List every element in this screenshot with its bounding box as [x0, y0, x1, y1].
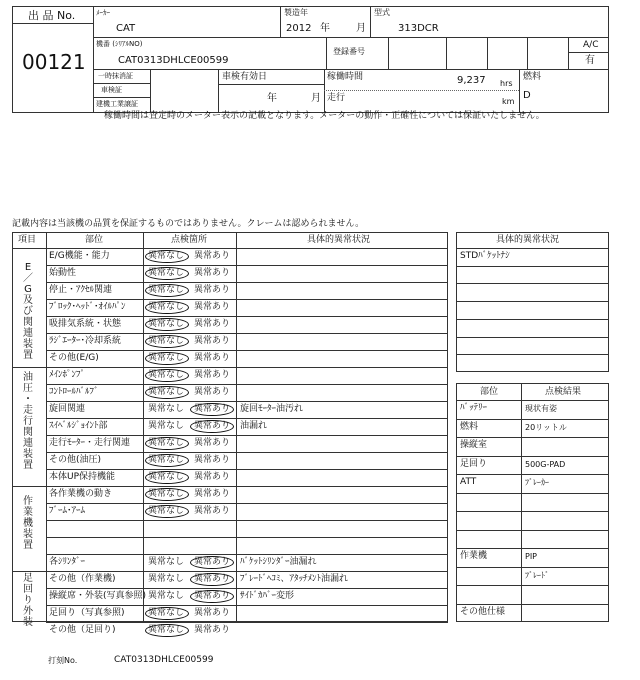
option-normal: 異常なし — [148, 353, 185, 363]
results-col-result: 点検結果 — [545, 387, 582, 397]
option-abnormal: 異常あり — [194, 387, 231, 397]
inspection-label: 車検有効日 — [222, 72, 268, 82]
right-detail-entry: STDﾊﾞｹｯﾄﾅｼ — [460, 251, 510, 261]
option-normal: 異常なし — [148, 404, 185, 414]
selection-circle — [145, 250, 189, 263]
year-unit: 年 — [320, 23, 330, 34]
result-value: PIP — [525, 552, 538, 561]
option-normal: 異常なし — [148, 268, 185, 278]
option-abnormal: 異常あり — [194, 285, 231, 295]
model-label: 型式 — [374, 8, 390, 17]
row-part-label: ｽｲﾍﾞﾙｼﾞｮｲﾝﾄ部 — [49, 421, 108, 431]
selection-circle — [145, 369, 189, 382]
group-char: E — [24, 262, 32, 273]
selection-circle — [145, 607, 189, 620]
hours-value: 9,237 — [457, 75, 486, 86]
option-normal: 異常なし — [148, 438, 185, 448]
month-unit: 月 — [356, 23, 366, 34]
row-part-label: E/G機能・能力 — [49, 251, 110, 261]
row-detail-text: 旋回ﾓｰﾀｰ油汚れ — [240, 404, 304, 414]
group-char: 装 — [23, 617, 33, 628]
selection-circle — [145, 318, 189, 331]
selection-circle — [145, 437, 189, 450]
option-abnormal: 異常あり — [194, 404, 231, 414]
result-value: 20リットル — [525, 422, 567, 432]
option-normal: 異常なし — [148, 574, 185, 584]
result-value: 500G-PAD — [525, 459, 566, 469]
row-part-label: 本体UP保持機能 — [49, 472, 116, 482]
stamp-no-label: 打刻No. — [48, 656, 78, 665]
selection-circle — [145, 386, 189, 399]
maker-value: CAT — [116, 23, 136, 34]
selection-circle — [190, 590, 234, 603]
year-label: 製造年 — [284, 8, 308, 17]
selection-circle — [145, 488, 189, 501]
row-part-label: 足回り（写真参照) — [49, 608, 125, 618]
hours-unit: hrs — [500, 79, 513, 88]
row-part-label: 始動性 — [49, 268, 77, 278]
cert-temp-label: 一時抹消証 — [98, 72, 133, 80]
option-normal: 異常なし — [148, 455, 185, 465]
cert-vehicle-label: 車検証 — [101, 86, 122, 94]
row-detail-text: ｻｲﾄﾞｶﾊﾞｰ変形 — [240, 591, 295, 601]
group-char: 行 — [23, 416, 33, 427]
group-hydraulic-label — [23, 372, 33, 471]
result-part-label: 作業機 — [460, 551, 488, 561]
serial-value: CAT0313DHLCE00599 — [118, 55, 229, 66]
group-char: 装 — [23, 529, 33, 540]
group-char: 作 — [23, 496, 33, 507]
group-char: り — [23, 595, 33, 606]
group-char: 業 — [23, 507, 33, 518]
group-char: 走 — [23, 405, 33, 416]
insp-year-unit: 年 — [267, 93, 277, 104]
row-part-label: ﾗｼﾞｴｰﾀｰ･冷却系統 — [49, 336, 122, 346]
fuel-label: 燃料 — [523, 72, 542, 82]
option-normal: 異常なし — [148, 506, 185, 516]
selection-circle — [190, 403, 234, 416]
option-abnormal: 異常あり — [194, 370, 231, 380]
option-abnormal: 異常あり — [194, 438, 231, 448]
option-normal: 異常なし — [148, 608, 185, 618]
row-part-label: 各ｼﾘﾝﾀﾞｰ — [49, 557, 86, 567]
result-value: ﾌﾞﾚｰﾄﾞ — [525, 570, 549, 580]
distance-unit: km — [502, 97, 515, 106]
option-abnormal: 異常あり — [194, 489, 231, 499]
option-abnormal: 異常あり — [194, 557, 231, 567]
option-normal: 異常なし — [148, 489, 185, 499]
option-abnormal: 異常あり — [194, 506, 231, 516]
group-char: 圧 — [23, 383, 33, 394]
hours-note: 稼働時間は査定時のメーター表示の記載となります。メーターの動作・正確性については保証いたしません。 — [104, 111, 545, 121]
selection-circle — [145, 352, 189, 365]
row-part-label: ﾌﾞﾛｯｸ･ﾍｯﾄﾞ･ｵｲﾙﾊﾟﾝ — [49, 302, 126, 312]
row-part-label: 吸排気系統・状態 — [49, 319, 122, 329]
model-value: 313DCR — [398, 23, 439, 34]
option-normal: 異常なし — [148, 336, 185, 346]
option-abnormal: 異常あり — [194, 591, 231, 601]
col-part-header: 部位 — [85, 235, 104, 245]
option-normal: 異常なし — [148, 472, 185, 482]
registration-label: 登録番号 — [333, 47, 365, 56]
row-part-label: ﾌﾞｰﾑ･ｱｰﾑ — [49, 506, 86, 516]
selection-circle — [145, 624, 189, 637]
selection-circle — [145, 454, 189, 467]
group-char: 機 — [23, 518, 33, 529]
option-normal: 異常なし — [148, 387, 185, 397]
ac-value: 有 — [585, 55, 595, 66]
row-part-label: 旋回関連 — [49, 404, 86, 414]
fuel-value: D — [523, 90, 531, 101]
selection-circle — [145, 505, 189, 518]
group-char: 関 — [23, 427, 33, 438]
result-part-label: 足回り — [460, 458, 488, 469]
serial-label: 機番 (ｼﾘｱﾙNO) — [96, 40, 143, 48]
group-char: び — [23, 306, 33, 317]
option-normal: 異常なし — [148, 557, 185, 567]
group-char: 連 — [23, 438, 33, 449]
result-value: 現状有姿 — [525, 404, 557, 413]
group-engine-label — [23, 262, 33, 361]
result-part-label: 操縦室 — [460, 440, 488, 450]
option-abnormal: 異常あり — [194, 251, 231, 261]
col-item-header: 項目 — [18, 235, 37, 245]
option-abnormal: 異常あり — [194, 608, 231, 618]
results-col-part: 部位 — [480, 387, 499, 397]
maker-label: ﾒｰｶｰ — [96, 9, 110, 17]
group-char: 及 — [23, 295, 33, 306]
option-abnormal: 異常あり — [194, 319, 231, 329]
option-normal: 異常なし — [148, 591, 185, 601]
group-undercarriage-label — [23, 573, 33, 628]
col-detail-header: 具体的異常状況 — [307, 235, 371, 245]
group-char: 外 — [23, 606, 33, 617]
group-char: 置 — [23, 350, 33, 361]
distance-label: 走行 — [327, 93, 346, 103]
group-char: 置 — [23, 460, 33, 471]
group-char: 連 — [23, 328, 33, 339]
option-abnormal: 異常あり — [194, 421, 231, 431]
option-abnormal: 異常あり — [194, 268, 231, 278]
group-char: 置 — [23, 540, 33, 551]
group-char: 足 — [23, 573, 33, 584]
selection-circle — [145, 284, 189, 297]
option-normal: 異常なし — [148, 302, 185, 312]
row-part-label: その他（足回り) — [49, 625, 116, 635]
hours-label: 稼働時間 — [327, 72, 364, 82]
row-detail-text: ﾌﾞﾚｰﾄﾞﾍｺﾐ、ｱﾀｯﾁﾒﾝﾄ油漏れ — [240, 574, 349, 584]
stamp-no-value: CAT0313DHLCE00599 — [114, 655, 214, 665]
option-abnormal: 異常あり — [194, 625, 231, 635]
selection-circle — [145, 471, 189, 484]
option-abnormal: 異常あり — [194, 574, 231, 584]
option-abnormal: 異常あり — [194, 353, 231, 363]
option-normal: 異常なし — [148, 370, 185, 380]
row-part-label: 走行ﾓｰﾀｰ・走行関連 — [49, 438, 131, 448]
option-normal: 異常なし — [148, 421, 185, 431]
option-normal: 異常なし — [148, 285, 185, 295]
selection-circle — [190, 556, 234, 569]
right-detail-header: 具体的異常状況 — [496, 235, 560, 245]
result-part-label: ﾊﾞｯﾃﾘｰ — [460, 403, 488, 413]
col-location-header: 点検箇所 — [171, 235, 208, 245]
ac-label: A/C — [583, 40, 599, 50]
group-char: 装 — [23, 339, 33, 350]
year-value: 2012 — [286, 23, 312, 34]
disclaimer: 記載内容は当該機の品質を保証するものではありません。クレームは認められません。 — [12, 219, 365, 229]
item-no-label: 出 品 No. — [28, 9, 76, 22]
option-normal: 異常なし — [148, 251, 185, 261]
row-part-label: ﾒｲﾝﾎﾟﾝﾌﾟ — [49, 370, 86, 380]
option-abnormal: 異常あり — [194, 302, 231, 312]
result-part-label: ATT — [460, 477, 477, 487]
row-part-label: 停止・ｱｸｾﾙ関連 — [49, 285, 113, 295]
row-part-label: その他（作業機) — [49, 574, 116, 584]
row-part-label: ｺﾝﾄﾛｰﾙﾊﾞﾙﾌﾞ — [49, 387, 99, 397]
row-part-label: その他(油圧) — [49, 455, 102, 465]
group-char: G — [24, 284, 32, 295]
selection-circle — [145, 267, 189, 280]
option-normal: 異常なし — [148, 319, 185, 329]
group-char: 関 — [23, 317, 33, 328]
result-part-label: 燃料 — [460, 421, 479, 432]
group-char: 装 — [23, 449, 33, 460]
group-char: 回 — [23, 584, 33, 595]
group-char: ・ — [23, 394, 33, 405]
group-char: 油 — [23, 372, 33, 383]
result-value: ﾌﾞﾚｰｶｰ — [525, 478, 549, 487]
group-char: ／ — [23, 273, 33, 284]
option-abnormal: 異常あり — [194, 472, 231, 482]
insp-month-unit: 月 — [311, 93, 321, 104]
selection-circle — [190, 420, 234, 433]
row-detail-text: 油漏れ — [240, 421, 268, 431]
group-attachment-label — [23, 496, 33, 551]
option-abnormal: 異常あり — [194, 455, 231, 465]
row-part-label: 各作業機の動き — [49, 489, 113, 499]
selection-circle — [145, 301, 189, 314]
result-part-label: その他仕様 — [460, 606, 506, 617]
row-detail-text: ﾊﾞｹｯﾄｼﾘﾝﾀﾞｰ油漏れ — [240, 557, 317, 567]
selection-circle — [190, 573, 234, 586]
option-normal: 異常なし — [148, 625, 185, 635]
selection-circle — [145, 335, 189, 348]
option-abnormal: 異常あり — [194, 336, 231, 346]
item-no-value: 00121 — [22, 50, 86, 74]
row-part-label: 操縦席・外装(写真参照) — [49, 591, 147, 601]
cert-machine-label: 建機工業譲証 — [96, 100, 138, 108]
row-part-label: その他(E/G) — [49, 353, 99, 363]
